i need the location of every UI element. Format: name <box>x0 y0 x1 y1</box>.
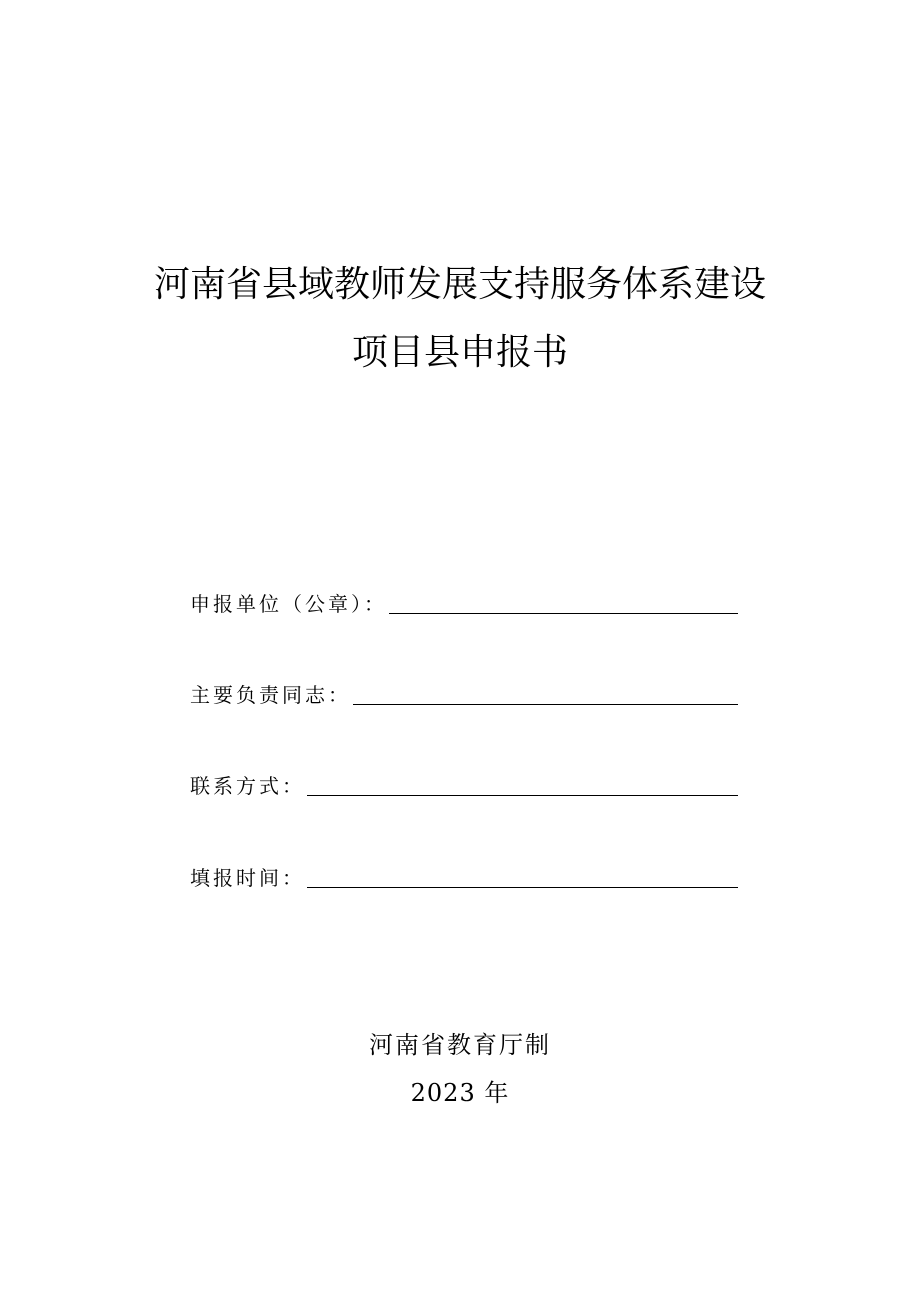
field-contact <box>190 768 738 798</box>
document-title-line-2: 项目县申报书 <box>351 332 568 373</box>
issue-year: 2023 年 <box>410 1079 510 1107</box>
field-label-contact: 联系方式： <box>190 774 305 798</box>
document-title-line-1: 河南省县域教师发展支持服务体系建设 <box>153 264 766 305</box>
field-principal-leader <box>190 677 738 707</box>
field-label-applicant-unit: 申报单位（公章）： <box>190 592 387 616</box>
field-label-principal-leader: 主要负责同志： <box>190 683 351 707</box>
field-blank-principal-leader[interactable] <box>353 704 738 705</box>
field-blank-applicant-unit[interactable] <box>389 613 738 614</box>
field-blank-fill-date[interactable] <box>307 887 738 888</box>
field-applicant-unit <box>190 586 738 616</box>
field-fill-date <box>190 860 738 890</box>
field-blank-contact[interactable] <box>307 795 738 796</box>
field-label-fill-date: 填报时间： <box>190 866 305 890</box>
issuer: 河南省教育厅制 <box>369 1031 551 1059</box>
